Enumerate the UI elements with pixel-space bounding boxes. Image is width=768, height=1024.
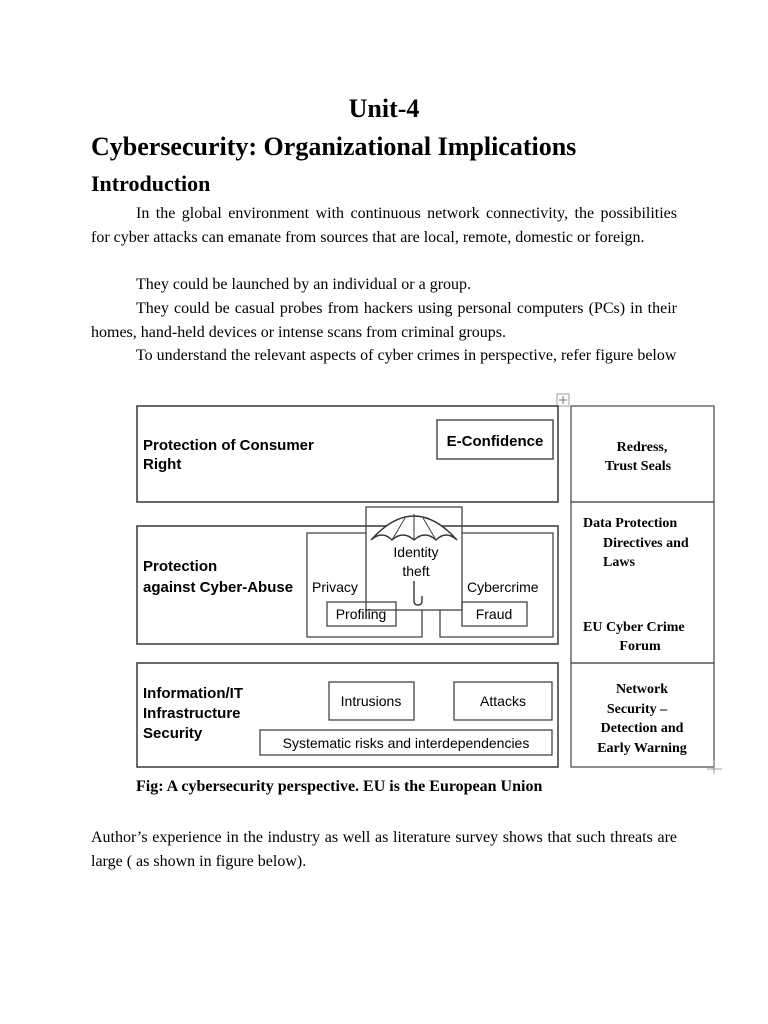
- identity-line2: theft: [402, 563, 430, 579]
- paragraph-4: To understand the relevant aspects of cyber crimes in perspective, refer figure below: [136, 347, 677, 364]
- side1-line2: Trust Seals: [604, 459, 672, 474]
- section-heading: Introduction: [91, 171, 211, 196]
- move-handle-icon: [557, 394, 569, 406]
- attacks-label: Attacks: [480, 693, 526, 709]
- side1-line1: Redress,: [616, 440, 668, 455]
- side3-line4: Early Warning: [597, 741, 687, 756]
- paragraph-2: They could be launched by an individual or a group.: [136, 276, 472, 293]
- intrusions-label: Intrusions: [340, 693, 402, 709]
- row3-label-line2: Infrastructure: [143, 705, 241, 722]
- paragraph-1: In the global environment with continuous network connectivity, the possibilities for cyber attacks can emanate from sources that are local, remote, domestic or foreign.: [91, 205, 677, 246]
- row1-label-line1: Protection of Consumer: [143, 437, 314, 454]
- side3-line1: Network: [615, 682, 669, 697]
- paragraph-3: They could be casual probes from hackers using personal computers (PCs) in their homes, hand-held devices or intense scans from criminal groups.: [91, 300, 677, 341]
- row2-label-line1: Protection: [143, 558, 218, 575]
- fraud-label: Fraud: [475, 606, 513, 622]
- unit-heading: Unit-4: [348, 94, 420, 123]
- side2a-line1: Data Protection: [583, 516, 678, 531]
- side2b-line1: EU Cyber Crime: [583, 620, 685, 635]
- row2-label-line2: against Cyber-Abuse: [143, 579, 294, 596]
- side2a-line3: Laws: [603, 555, 635, 570]
- privacy-label: Privacy: [312, 579, 358, 595]
- e-confidence-label: E-Confidence: [446, 433, 544, 450]
- page-title: Cybersecurity: Organizational Implications: [91, 132, 577, 161]
- row1-label-line2: Right: [143, 456, 182, 473]
- side3-line2: Security –: [606, 702, 668, 717]
- systematic-label: Systematic risks and interdependencies: [282, 735, 530, 751]
- row3-label-line3: Security: [143, 725, 203, 742]
- side2a-line2: Directives and: [603, 536, 689, 551]
- figure-caption: Fig: A cybersecurity perspective. EU is the European Union: [136, 778, 543, 795]
- side3-line3: Detection and: [600, 721, 684, 736]
- cybercrime-label: Cybercrime: [467, 579, 539, 595]
- closing-paragraph: Author’s experience in the industry as well as literature survey shows that such threats are large ( as shown in figure below).: [91, 829, 677, 870]
- identity-line1: Identity: [393, 544, 439, 560]
- row3-label-line1: Information/IT: [143, 685, 243, 702]
- profiling-label: Profiling: [335, 606, 387, 622]
- side2b-line2: Forum: [619, 639, 661, 654]
